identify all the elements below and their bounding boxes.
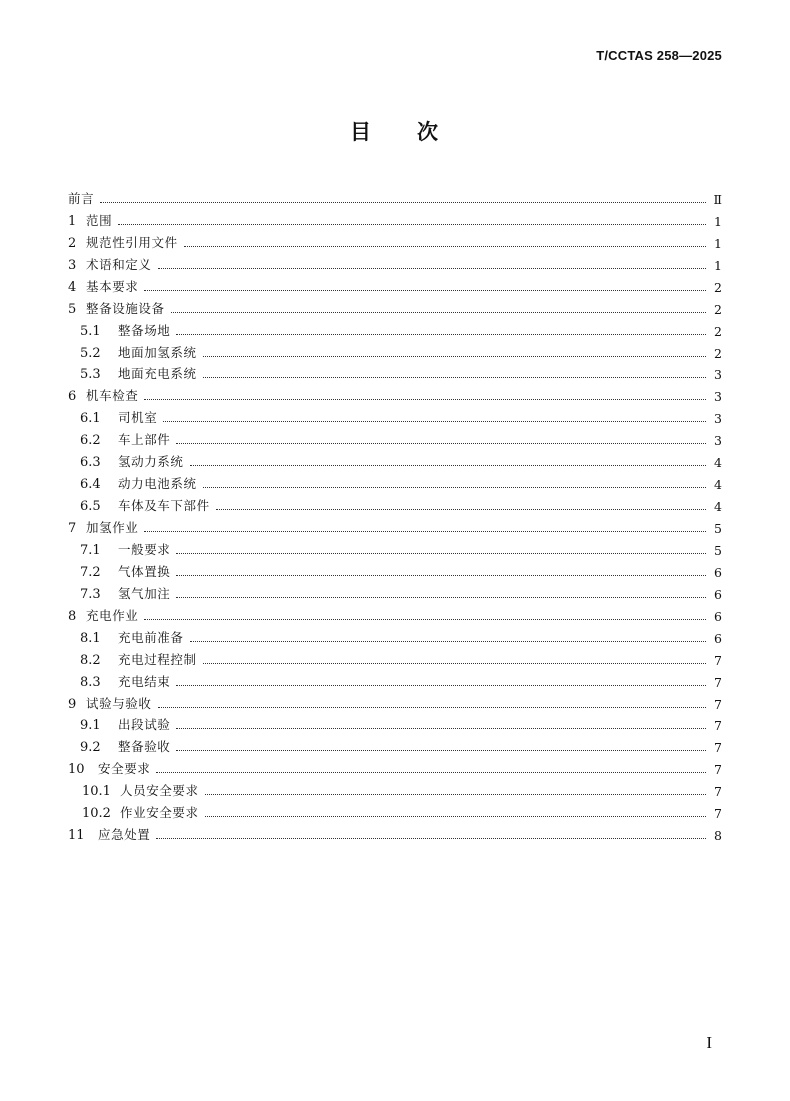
toc-leader-dots — [190, 464, 706, 466]
toc-page: 5 — [714, 542, 722, 558]
toc-label: 出段试验 — [118, 717, 171, 733]
toc-number: 8.2 — [80, 652, 101, 668]
toc-page: 2 — [714, 323, 722, 339]
toc-page: 6 — [714, 586, 722, 602]
toc-page: 5 — [714, 521, 722, 536]
toc-label: 试验与验收 — [86, 695, 152, 711]
toc-page: 7 — [714, 740, 722, 756]
toc-page: Ⅱ — [713, 191, 722, 207]
toc-number: 6 — [68, 389, 77, 405]
toc-label: 人员安全要求 — [120, 783, 199, 799]
toc-entry-3[interactable] — [68, 251, 722, 273]
toc-entry-5-3[interactable] — [68, 361, 722, 383]
toc-page: 1 — [714, 257, 722, 273]
toc-number: 10.2 — [82, 806, 111, 822]
toc-page: 8 — [714, 828, 722, 844]
toc-label: 作业安全要求 — [120, 805, 199, 821]
page-number: I — [706, 1033, 712, 1052]
toc-leader-dots — [171, 311, 706, 313]
toc-entry-7-1[interactable] — [68, 536, 722, 558]
toc-leader-dots — [176, 749, 706, 751]
toc-entry-2[interactable] — [68, 229, 722, 251]
toc-number: 6.4 — [80, 477, 101, 493]
toc-entry-6[interactable] — [68, 382, 722, 404]
toc-entry-1[interactable] — [68, 207, 722, 229]
toc-leader-dots — [203, 376, 706, 378]
toc-page: 7 — [714, 806, 722, 822]
toc-leader-dots — [158, 267, 706, 269]
toc-label: 整备设施设备 — [86, 300, 165, 316]
toc-number: 8.1 — [80, 630, 101, 646]
toc-page: 2 — [714, 345, 722, 361]
toc-number: 9.2 — [80, 740, 101, 756]
toc-number: 3 — [68, 257, 77, 273]
toc-entry-11[interactable] — [68, 821, 722, 843]
toc-number: 6.5 — [80, 499, 101, 515]
toc-entry-7[interactable] — [68, 514, 722, 536]
toc-label: 安全要求 — [98, 761, 151, 777]
toc-label: 应急处置 — [98, 827, 151, 843]
toc-page: 3 — [714, 411, 722, 427]
document-code: T/CCTAS 258—2025 — [596, 48, 722, 63]
toc-label: 加氢作业 — [86, 520, 139, 535]
toc-entry-9-2[interactable] — [68, 733, 722, 755]
toc-entry-5[interactable] — [68, 295, 722, 317]
toc-label: 氢动力系统 — [118, 454, 184, 470]
toc-leader-dots — [190, 640, 706, 642]
toc-entry-8-1[interactable] — [68, 624, 722, 646]
toc-label: 机车检查 — [86, 388, 139, 404]
toc-entry-5-1[interactable] — [68, 317, 722, 339]
toc-leader-dots — [163, 420, 706, 422]
toc-number: 9 — [68, 696, 77, 712]
toc-leader-dots — [176, 596, 706, 598]
toc-page: 3 — [714, 433, 722, 449]
toc-label: 地面充电系统 — [118, 366, 197, 382]
toc-entry-9[interactable] — [68, 690, 722, 712]
toc-label: 充电过程控制 — [118, 651, 197, 667]
toc-number: 5.1 — [80, 323, 101, 339]
toc-number: 1 — [68, 213, 77, 229]
toc-entry-8-3[interactable] — [68, 668, 722, 690]
toc-leader-dots — [205, 815, 706, 817]
toc-label: 整备场地 — [118, 322, 171, 338]
toc-number: 10.1 — [82, 784, 111, 800]
toc-leader-dots — [176, 727, 706, 729]
toc-page: 4 — [714, 477, 722, 493]
page-title — [0, 116, 790, 146]
toc-label: 范围 — [86, 212, 113, 228]
toc-number: 7.2 — [80, 564, 101, 580]
toc-entry-10-1[interactable] — [68, 777, 722, 799]
toc-leader-dots — [144, 618, 706, 620]
toc-leader-dots — [216, 508, 706, 510]
toc-number: 7.1 — [80, 542, 101, 558]
toc-entry-6-2[interactable] — [68, 426, 722, 448]
toc-number: 6.2 — [80, 433, 101, 449]
toc-entry-9-1[interactable] — [68, 712, 722, 734]
toc-label: 前言 — [68, 190, 95, 206]
title-char-2: 次 — [417, 120, 440, 144]
toc-page: 7 — [714, 784, 722, 800]
toc-entry-foreword[interactable] — [68, 185, 722, 207]
toc-entry-8-2[interactable] — [68, 646, 722, 668]
toc-number: 10 — [68, 762, 85, 778]
toc-label: 充电前准备 — [118, 629, 184, 645]
toc-leader-dots — [203, 486, 706, 488]
toc-leader-dots — [118, 223, 706, 225]
toc-label: 动力电池系统 — [118, 476, 197, 492]
toc-label: 规范性引用文件 — [86, 234, 178, 250]
toc-entry-6-1[interactable] — [68, 404, 722, 426]
toc-entry-4[interactable] — [68, 273, 722, 295]
toc-page: 4 — [714, 455, 722, 471]
toc-entry-6-4[interactable] — [68, 470, 722, 492]
toc-label: 一般要求 — [118, 541, 171, 557]
toc-number: 5.2 — [80, 345, 101, 361]
toc-leader-dots — [156, 771, 706, 773]
toc-page: 2 — [714, 279, 722, 295]
toc-leader-dots — [176, 333, 706, 335]
toc-leader-dots — [176, 574, 706, 576]
toc-label: 基本要求 — [86, 278, 139, 294]
toc-number: 4 — [68, 279, 77, 295]
toc-entry-8[interactable] — [68, 602, 722, 624]
toc-leader-dots — [184, 245, 706, 247]
title-char-1: 目 — [350, 120, 373, 144]
toc-label: 充电结束 — [118, 673, 171, 689]
toc-number: 6.3 — [80, 455, 101, 471]
toc-entry-7-3[interactable] — [68, 580, 722, 602]
toc-label: 充电作业 — [86, 607, 139, 623]
toc-number: 7.3 — [80, 586, 101, 602]
toc-leader-dots — [176, 442, 706, 444]
toc-entry-5-2[interactable] — [68, 339, 722, 361]
toc-entry-6-5[interactable] — [68, 492, 722, 514]
toc-entry-10-2[interactable] — [68, 799, 722, 821]
toc-page: 3 — [714, 389, 722, 405]
toc-entry-6-3[interactable] — [68, 448, 722, 470]
toc-page: 3 — [714, 367, 722, 383]
toc-page: 7 — [714, 652, 722, 668]
toc-leader-dots — [203, 662, 706, 664]
toc-label: 车上部件 — [118, 432, 171, 448]
toc-leader-dots — [176, 552, 706, 554]
toc-number: 7 — [68, 521, 77, 536]
toc-label: 地面加氢系统 — [118, 344, 197, 360]
toc-number: 11 — [68, 828, 85, 844]
toc-label: 整备验收 — [118, 739, 171, 755]
toc-entry-7-2[interactable] — [68, 558, 722, 580]
toc-leader-dots — [144, 289, 706, 291]
toc-leader-dots — [100, 201, 706, 203]
toc-label: 术语和定义 — [86, 256, 152, 272]
toc-leader-dots — [144, 398, 706, 400]
toc-entry-10[interactable] — [68, 755, 722, 777]
toc-number: 5 — [68, 301, 77, 317]
toc-number: 2 — [68, 235, 77, 251]
toc-page: 7 — [714, 696, 722, 712]
toc-leader-dots — [205, 793, 706, 795]
toc-number: 9.1 — [80, 718, 101, 734]
toc-page: 6 — [714, 608, 722, 624]
toc-leader-dots — [176, 684, 706, 686]
toc-page: 2 — [714, 301, 722, 317]
toc-page: 1 — [714, 213, 722, 229]
toc-page: 7 — [714, 762, 722, 778]
toc-label: 氢气加注 — [118, 585, 171, 601]
toc-label: 气体置换 — [118, 563, 171, 579]
toc-number: 8.3 — [80, 674, 101, 690]
toc-leader-dots — [158, 706, 706, 708]
toc-page: 6 — [714, 564, 722, 580]
toc-number: 6.1 — [80, 411, 101, 427]
toc-page: 7 — [714, 718, 722, 734]
table-of-contents — [68, 185, 722, 843]
toc-page: 4 — [714, 499, 722, 515]
toc-leader-dots — [156, 837, 706, 839]
toc-leader-dots — [144, 530, 706, 532]
toc-leader-dots — [203, 355, 706, 357]
toc-page: 7 — [714, 674, 722, 690]
toc-number: 5.3 — [80, 367, 101, 383]
toc-page: 1 — [714, 235, 722, 251]
toc-label: 司机室 — [118, 410, 158, 426]
toc-label: 车体及车下部件 — [118, 498, 210, 514]
toc-number: 8 — [68, 608, 77, 624]
toc-page: 6 — [714, 630, 722, 646]
